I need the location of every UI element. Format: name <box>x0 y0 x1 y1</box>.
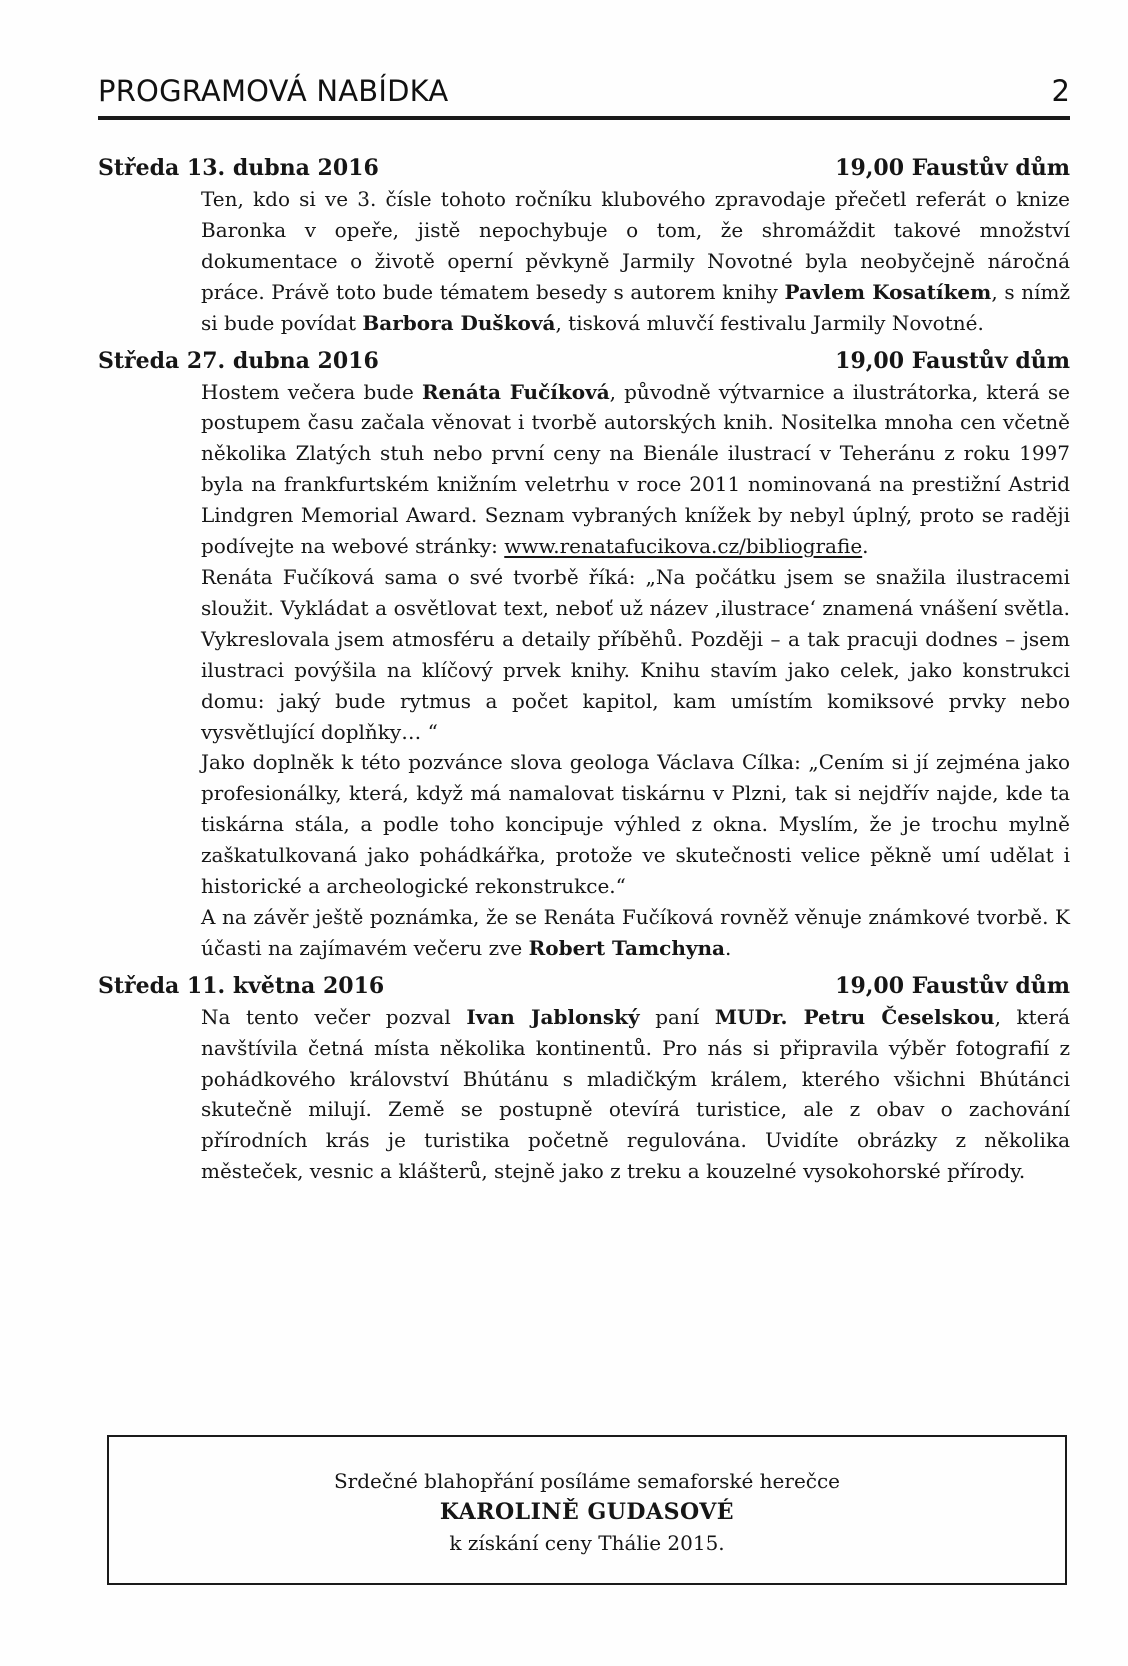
page-header <box>98 74 1070 114</box>
name-highlight: Barbora Dušková <box>362 310 556 335</box>
name-highlight: Robert Tamchyna <box>528 935 725 960</box>
section-title: PROGRAMOVÁ NABÍDKA <box>98 74 449 108</box>
header-divider <box>98 116 1070 120</box>
paragraph: Na tento večer pozval Ivan Jablonský paní MUDr. Petru Česelskou, která navštívila četná místa několika kontinentů. Pro nás si připravila výběr fotografií z pohádkového království Bhútánu s mladičkým králem, kterého všichni Bhútánci skutečně milují. Země se postupně otevírá turistice, ale z obav o zachování přírodních krás je turistika početně regulována. Uvidíte obrázky z několika městeček, vesnic a klášterů, stejně jako z treku a kouzelné vysokohorské přírody. <box>201 1004 1071 1184</box>
event-date: Středa 27. dubna 2016 <box>98 347 379 374</box>
event-header <box>98 345 1070 377</box>
paragraph: Renáta Fučíková sama o své tvorbě říká: „Na počátku jsem se snažila ilustracemi sloužit. Vykládat a osvětlovat text, neboť už název ‚ilustrace‘ znamená vnášení světla. Vykreslovala jsem atmosféru a detaily příběhů. Později – a tak pracuji dodnes – jsem ilustraci povýšila na klíčový prvek knihy. Knihu stavím jako celek, jako konstrukci domu: jaký bude rytmus a počet kapitol, kam umístím komiksové prvky nebo vysvětlující doplňky… “ <box>201 564 1070 744</box>
congratulation-text: Srdečné blahopřání posíláme semaforské herečce <box>333 1469 841 1493</box>
event-item <box>98 345 1070 964</box>
event-item <box>98 152 1070 339</box>
event-item <box>98 970 1070 1187</box>
paragraph: Hostem večera bude Renáta Fučíková, původně výtvarnice a ilustrátorka, která se postupem času začala věnovat i tvorbě autorských knih. Nositelka mnoha cen včetně několika Zlatých stuh nebo první ceny na Bienále ilustrací v Teheránu z roku 1997 byla na frankfurtském knižním veletrhu v roce 2011 nominovaná na prestižní Astrid Lindgren Memorial Award. Seznam vybraných knížek by nebyl úplný, proto se raději podívejte na webové stránky: www.renatafucikova.cz/bibliografie. <box>201 379 1071 559</box>
name-highlight: Ivan Jablonský <box>466 1004 640 1029</box>
name-highlight: Pavlem Kosatíkem <box>784 279 992 304</box>
event-time-venue: 19,00 Faustův dům <box>835 347 1070 374</box>
event-header <box>98 152 1070 184</box>
event-time-venue: 19,00 Faustův dům <box>835 155 1070 181</box>
website-url: www.renatafucikova.cz/bibliografie <box>504 534 863 559</box>
event-time-venue: 19,00 Faustův dům <box>835 972 1070 999</box>
paragraph: A na závěr ještě poznámka, že se Renáta Fučíková rovněž věnuje známkové tvorbě. K účasti na zajímavém večeru zve Robert Tamchyna. <box>201 904 1070 960</box>
event-date: Středa 11. května 2016 <box>98 972 385 999</box>
event-list <box>98 152 1070 1193</box>
paragraph: Jako doplněk k této pozvánce slova geologa Václava Cílka: „Cením si jí zejména jako profesionálky, která, když má namalovat tiskárnu v Plzni, tak si nejdřív najde, kde ta tiskárna stála, a podle toho koncipuje výhled z okna. Myslím, že je trochu mylně zaškatulkovaná jako pohádkářka, protože ve skutečnosti velice pěkně umí udělat i historické a archeologické rekonstrukce.“ <box>201 750 1070 899</box>
event-date: Středa 13. dubna 2016 <box>98 155 379 181</box>
name-highlight: Renáta Fučíková <box>421 379 610 404</box>
congratulation-box <box>107 1435 1067 1585</box>
name-highlight: MUDr. Petru Česelskou <box>714 1004 995 1029</box>
event-description <box>201 184 1070 339</box>
paragraph: Ten, kdo si ve 3. čísle tohoto ročníku klubového zpravodaje přečetl referát o knize Baronka v opeře, jistě nepochybuje o tom, že shromáždit takové množství dokumentace o životě operní pěvkyně Jarmily Novotné byla neobyčejně náročná práce. Právě toto bude tématem besedy s autorem knihy Pavlem Kosatíkem, s nímž si bude povídat Barbora Dušková, tisková mluvčí festivalu Jarmily Novotné. <box>201 187 1070 335</box>
congratulation-award: k získání ceny Thálie 2015. <box>449 1531 725 1555</box>
congratulation-name: KAROLINĚ GUDASOVÉ <box>439 1499 735 1525</box>
event-description <box>201 1002 1070 1187</box>
event-header <box>98 970 1070 1002</box>
page-number: 2 <box>1051 74 1070 108</box>
event-description <box>201 377 1070 964</box>
